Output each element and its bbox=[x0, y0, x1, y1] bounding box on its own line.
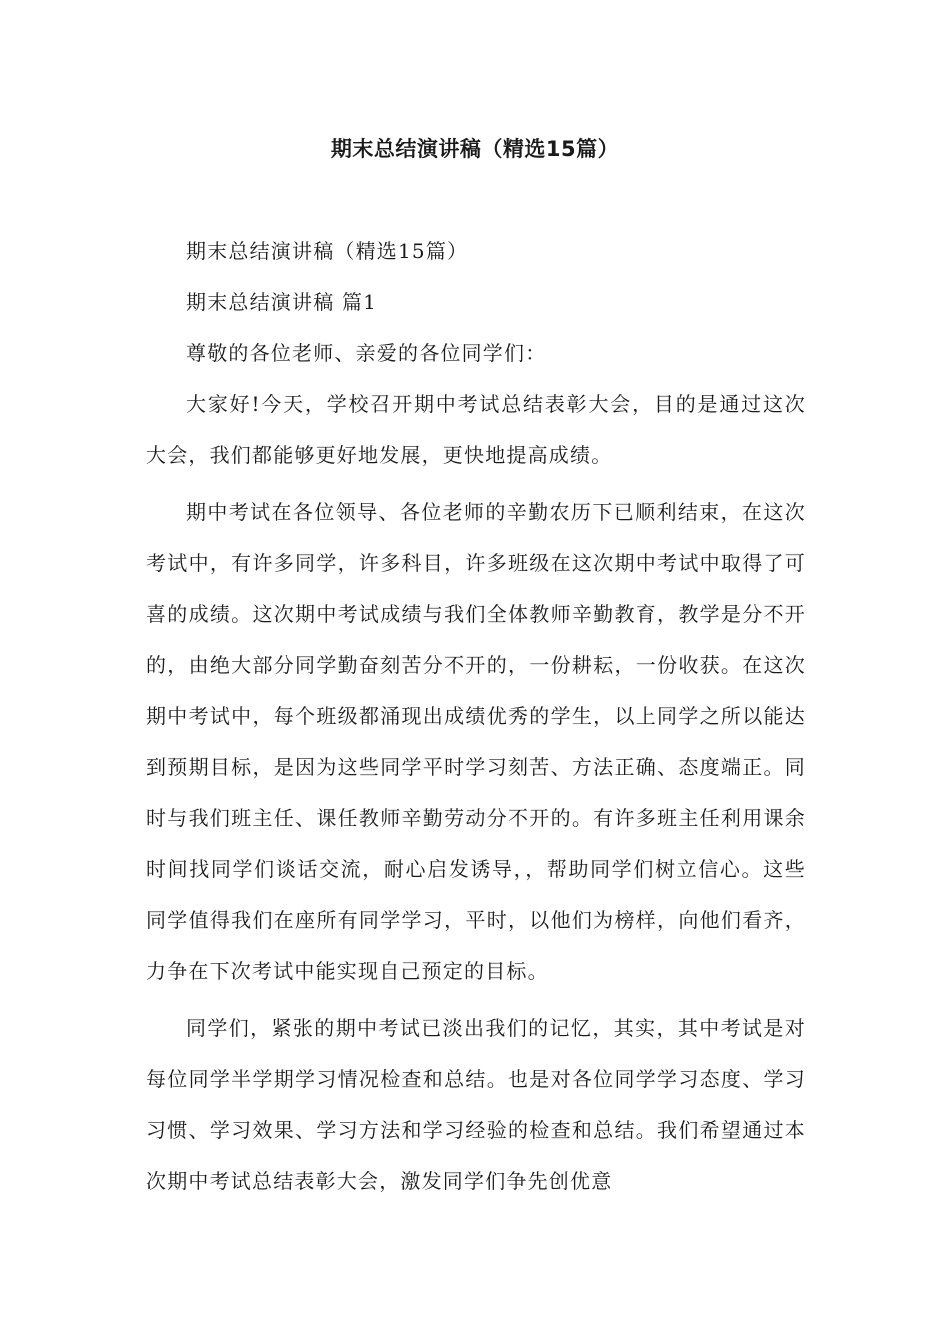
paragraph-subtitle: 期末总结演讲稿（精选15篇） bbox=[186, 239, 469, 263]
document-title: 期末总结演讲稿（精选15篇） bbox=[330, 137, 620, 161]
document-body bbox=[146, 226, 806, 1207]
paragraph-section-heading: 期末总结演讲稿 篇1 bbox=[186, 290, 378, 314]
paragraph-salutation: 尊敬的各位老师、亲爱的各位同学们： bbox=[186, 341, 547, 365]
paragraph-greeting: 大家好!今天，学校召开期中考试总结表彰大会，目的是通过这次大会，我们都能够更好地发展，更快地提高成绩。 bbox=[146, 392, 806, 467]
paragraph-body: 期中考试在各位领导、各位老师的辛勤农历下已顺利结束，在这次考试中，有许多同学，许多科目，许多班级在这次期中考试中取得了可喜的成绩。这次期中考试成绩与我们全体教师辛勤教育，教学是分不开的，由绝大部分同学勤奋刻苦分不开的，一份耕耘，一份收获。在这次期中考试中，每个班级都涌现出成绩优秀的学生，以上同学之所以能达到预期目标，是因为这些同学平时学习刻苦、方法正确、态度端正。同时与我们班主任、课任教师辛勤劳动分不开的。有许多班主任利用课余时间找同学们谈话交流，耐心启发诱导，，帮助同学们树立信心。这些同学值得我们在座所有同学学习，平时，以他们为榜样，向他们看齐，力争在下次考试中能实现自己预定的目标。 bbox=[146, 500, 806, 983]
paragraph-body: 同学们，紧张的期中考试已淡出我们的记忆，其实，其中考试是对每位同学半学期学习情况检查和总结。也是对各位同学学习态度、学习习惯、学习效果、学习方法和学习经验的检查和总结。我们希望通过本次期中考试总结表彰大会，激发同学们争先创优意 bbox=[146, 1016, 806, 1193]
